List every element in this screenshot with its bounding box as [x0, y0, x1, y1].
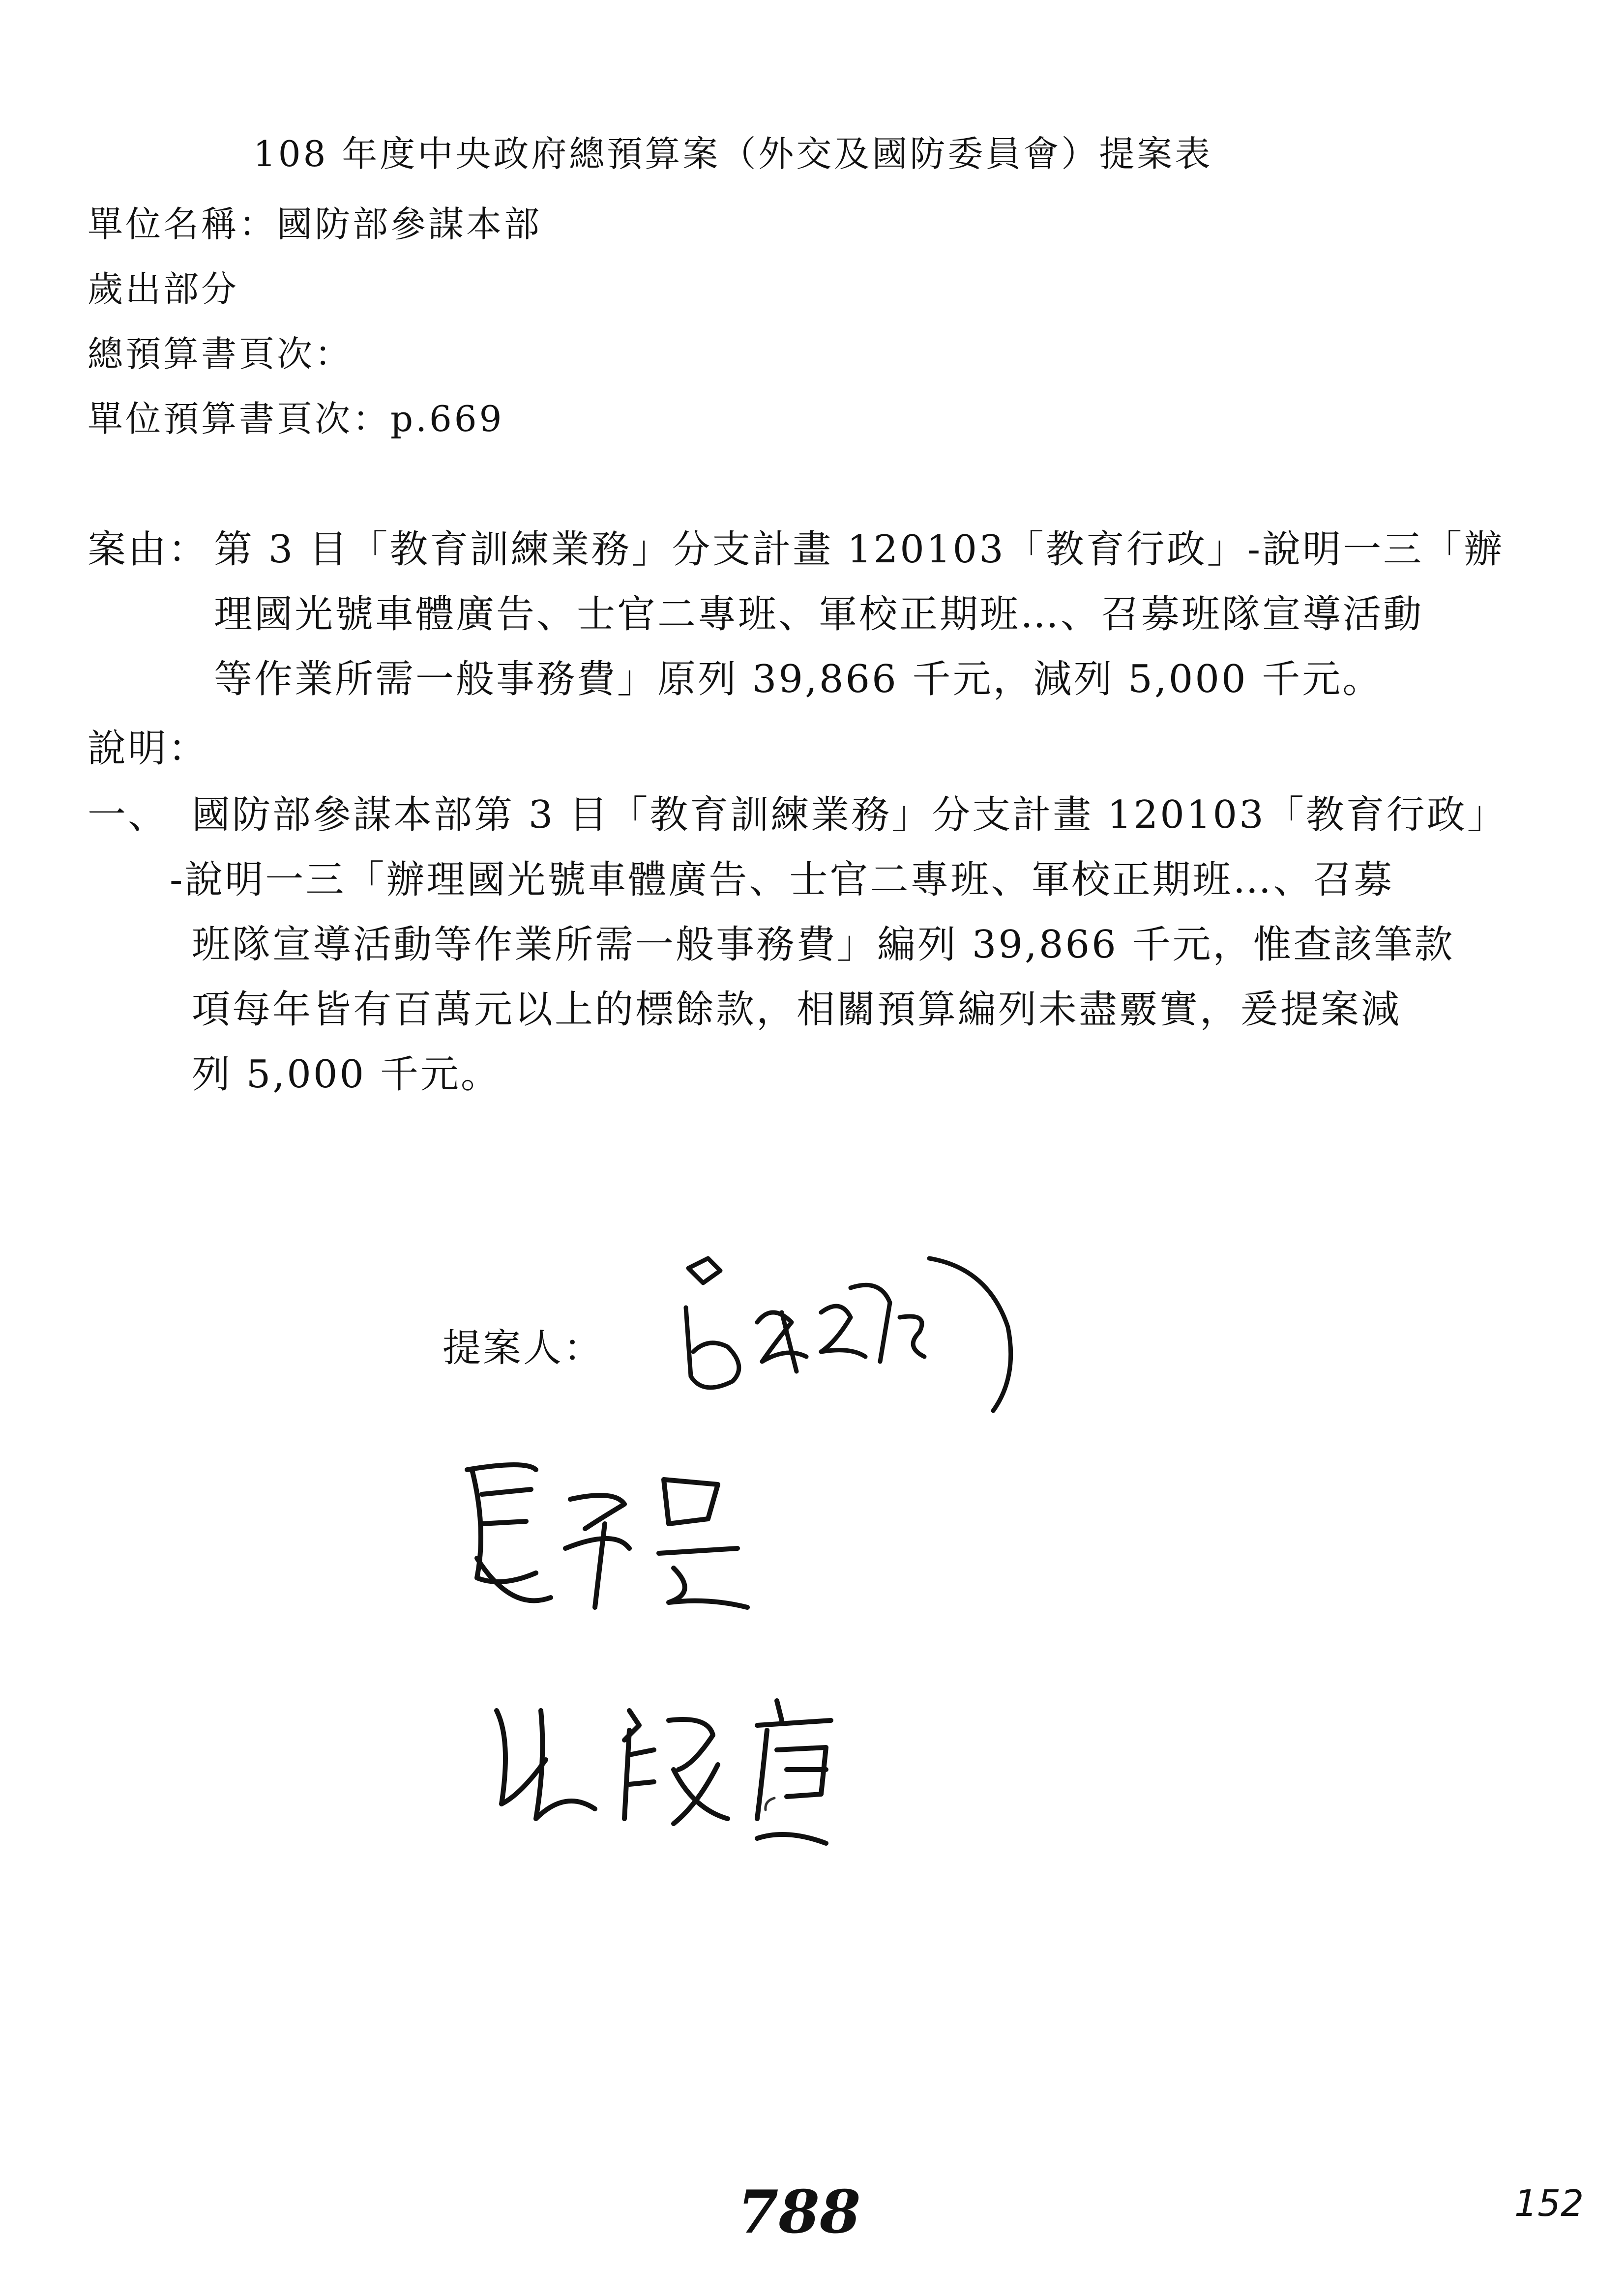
case-line-1: 第 3 目「教育訓練業務」分支計畫 120103「教育行政」-說明一三「辦	[214, 527, 1505, 572]
section-label: 歲出部分	[88, 268, 239, 310]
handwritten-signature-2	[452, 1450, 767, 1627]
document-title: 108 年度中央政府總預算案（外交及國防委員會）提案表	[253, 133, 1213, 174]
case-line-3: 等作業所需一般事務費」原列 39,866 千元，減列 5,000 千元。	[214, 657, 1383, 701]
page-number-center: 788	[738, 2178, 861, 2247]
explanation-line-5: 列 5,000 千元。	[192, 1052, 501, 1097]
explanation-line-2: -說明一三「辦理國光號車體廣告、士官二專班、軍校正期班…、召募	[170, 858, 1394, 902]
case-label: 案由：	[88, 527, 209, 572]
pen-mark	[760, 1794, 779, 1814]
page-number-right: 152	[1514, 2182, 1584, 2225]
handwritten-signature-3	[482, 1681, 865, 1858]
explanation-line-1: 國防部參謀本部第 3 目「教育訓練業務」分支計畫 120103「教育行政」	[192, 793, 1507, 837]
unit-name: 單位名稱：國防部參謀本部	[88, 203, 542, 245]
explanation-line-3: 班隊宣導活動等作業所需一般事務費」編列 39,866 千元，惟查該筆款	[192, 923, 1455, 967]
case-line-2: 理國光號車體廣告、士官二專班、軍校正期班…、召募班隊宣導活動	[214, 592, 1424, 637]
explanation-label: 說明：	[88, 727, 209, 771]
unit-budget-page: 單位預算書頁次：p.669	[88, 398, 504, 439]
total-budget-page: 總預算書頁次：	[88, 333, 353, 375]
explanation-item-marker: 一、	[88, 793, 169, 837]
explanation-line-4: 項每年皆有百萬元以上的標餘款，相關預算編列未盡覈實，爰提案減	[192, 988, 1402, 1032]
proposer-label: 提案人：	[443, 1326, 604, 1370]
handwritten-signature-1	[674, 1249, 1028, 1416]
